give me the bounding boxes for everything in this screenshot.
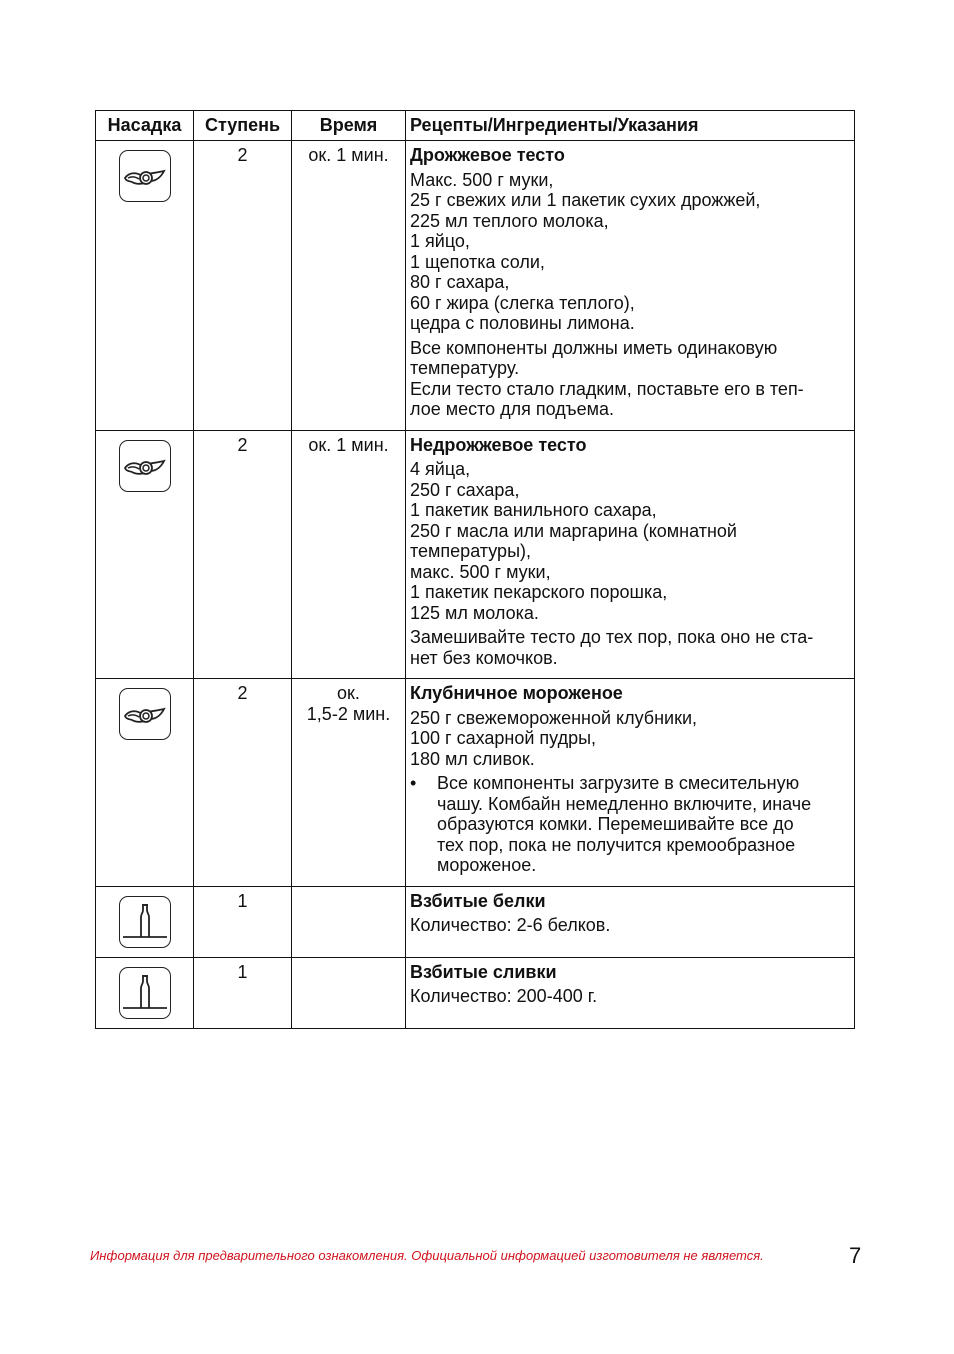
text-line: 125 мл молока. (410, 602, 539, 623)
table-row (96, 141, 855, 431)
page-number: 7 (849, 1243, 862, 1268)
whisk-attachment-icon (119, 967, 171, 1019)
text-line: Макс. 500 г муки, (410, 169, 554, 190)
table-row (96, 679, 855, 887)
text-line: 100 г сахарной пудры, (410, 728, 597, 748)
text-line: нет без комочков. (410, 647, 558, 668)
recipe-cell (406, 430, 855, 679)
speed-cell: 1 (194, 886, 292, 957)
attachment-cell (96, 957, 194, 1028)
recipe-title: Клубничное мороженое (410, 683, 623, 703)
bullet-paragraph (410, 773, 852, 876)
recipe-title: Дрожжевое тесто (410, 145, 565, 165)
time-line: ок. 1 мин. (308, 145, 389, 165)
text-line: 1 щепотка соли, (410, 251, 545, 272)
knife-blade-icon (119, 150, 171, 202)
time-line: ок. 1 мин. (308, 434, 389, 455)
recipe-title: Недрожжевое тесто (410, 434, 587, 455)
recipe-paragraph (410, 459, 852, 623)
recipe-table (95, 110, 855, 1029)
speed-cell: 2 (194, 430, 292, 679)
attachment-cell (96, 679, 194, 887)
recipe-paragraph (410, 915, 852, 936)
time-cell (292, 957, 406, 1028)
time-cell (292, 886, 406, 957)
recipe-cell (406, 141, 855, 431)
text-line: лое место для подъема. (410, 399, 615, 419)
header-recipes: Рецепты/Ингредиенты/Указания (406, 111, 855, 141)
knife-blade-icon (119, 688, 171, 740)
text-line: Количество: 2-6 белков. (410, 915, 611, 935)
text-line: 225 мл теплого молока, (410, 210, 609, 231)
text-line: 1 пакетик ванильного сахара, (410, 500, 657, 520)
recipe-paragraph (410, 708, 852, 770)
recipe-cell (406, 886, 855, 957)
table-header-row (96, 111, 855, 141)
recipe-paragraph (410, 170, 852, 334)
text-line: 25 г свежих или 1 пакетик сухих дрожжей, (410, 190, 761, 210)
header-attachment: Насадка (96, 111, 194, 141)
disclaimer-text: Информация для предварительного ознакомления. Официальной информацией изготовителя не является. (90, 1248, 764, 1263)
whisk-attachment-icon (119, 896, 171, 948)
knife-blade-icon (119, 440, 171, 492)
text-line: 60 г жира (слегка теплого), (410, 292, 635, 313)
recipe-title: Взбитые сливки (410, 961, 557, 982)
text-line: 250 г масла или маргарина (комнатной (410, 520, 737, 541)
time-cell (292, 679, 406, 887)
attachment-cell (96, 141, 194, 431)
text-line: образуются комки. Перемешивайте все до (437, 814, 794, 834)
text-line: макс. 500 г муки, (410, 561, 551, 582)
text-line: 180 мл сливок. (410, 748, 535, 769)
speed-cell: 2 (194, 679, 292, 887)
attachment-cell (96, 430, 194, 679)
text-line: Замешивайте тесто до тех пор, пока оно не ста- (410, 627, 814, 647)
text-line: 1 пакетик пекарского порошка, (410, 582, 668, 602)
table-row (96, 957, 855, 1028)
text-line: 250 г сахара, (410, 479, 520, 500)
text-line: • Все компоненты загрузите в смесительную (437, 773, 800, 793)
text-line: чашу. Комбайн немедленно включите, иначе (437, 793, 812, 814)
time-cell (292, 141, 406, 431)
text-line: Количество: 200-400 г. (410, 986, 598, 1006)
time-line: ок. (337, 683, 360, 703)
header-speed: Ступень (194, 111, 292, 141)
recipe-title: Взбитые белки (410, 890, 546, 911)
time-line: 1,5-2 мин. (306, 703, 391, 724)
text-line: 4 яйца, (410, 459, 471, 479)
text-line: тех пор, пока не получится кремообразное (437, 834, 796, 855)
text-line: Все компоненты должны иметь одинаковую (410, 337, 778, 358)
table-row (96, 886, 855, 957)
text-line: температуру. (410, 358, 520, 378)
recipe-paragraph (410, 627, 852, 668)
text-line: Если тесто стало гладким, поставьте его в теп- (410, 378, 804, 399)
text-line: цедра с половины лимона. (410, 313, 635, 333)
recipe-paragraph (410, 338, 852, 420)
recipe-cell (406, 679, 855, 887)
recipe-cell (406, 957, 855, 1028)
speed-cell: 1 (194, 957, 292, 1028)
attachment-cell (96, 886, 194, 957)
text-line: 1 яйцо, (410, 231, 470, 251)
text-line: 80 г сахара, (410, 272, 510, 292)
text-line: температуры), (410, 541, 531, 561)
recipe-paragraph (410, 986, 852, 1007)
table-row (96, 430, 855, 679)
text-line: мороженое. (437, 855, 537, 875)
speed-cell: 2 (194, 141, 292, 431)
text-line: 250 г свежемороженной клубники, (410, 707, 698, 728)
time-cell (292, 430, 406, 679)
header-time: Время (292, 111, 406, 141)
